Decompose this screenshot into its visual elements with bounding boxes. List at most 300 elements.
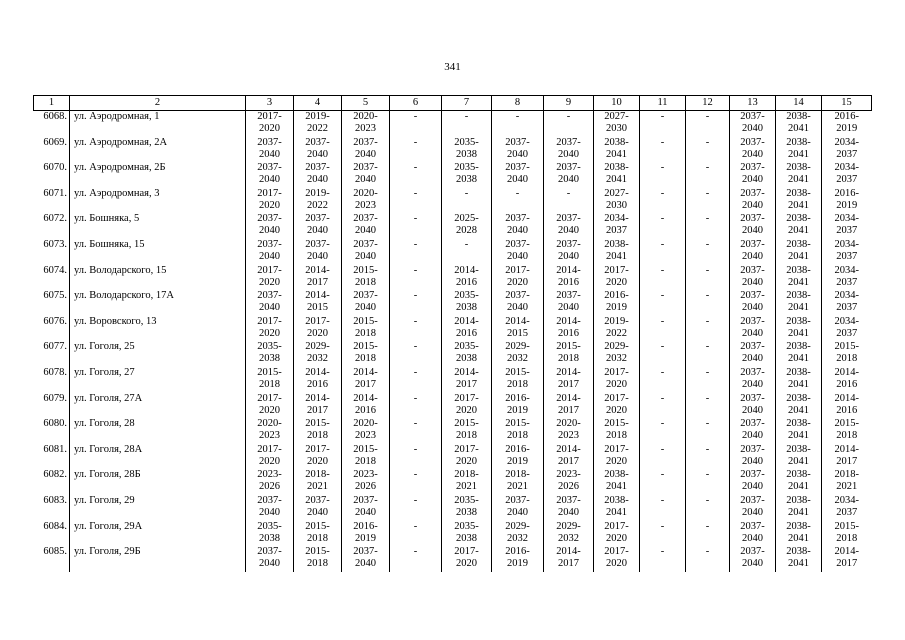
table-row xyxy=(34,341,872,367)
cell-col-15: 2034- 2037 xyxy=(822,265,872,291)
cell-col-7: 2025- 2028 xyxy=(442,213,492,239)
cell-col-15: 2034- 2037 xyxy=(822,495,872,521)
cell-col-14: 2038- 2041 xyxy=(776,316,822,342)
cell-col-3: 2037- 2040 xyxy=(246,213,294,239)
table-body xyxy=(34,111,872,572)
table-row xyxy=(34,444,872,470)
cell-col-8: 2016- 2019 xyxy=(492,546,544,572)
header-cell-11: 11 xyxy=(640,96,686,111)
cell-col-9: - xyxy=(544,188,594,214)
cell-col-5: 2015- 2018 xyxy=(342,341,390,367)
cell-col-8: 2015- 2018 xyxy=(492,367,544,393)
cell-col-11: - xyxy=(640,239,686,265)
table-row xyxy=(34,213,872,239)
cell-col-8: 2017- 2020 xyxy=(492,265,544,291)
cell-col-12: - xyxy=(686,521,730,547)
cell-col-4: 2037- 2040 xyxy=(294,495,342,521)
header-cell-3: 3 xyxy=(246,96,294,111)
cell-col-7: 2014- 2017 xyxy=(442,367,492,393)
cell-col-14: 2038- 2041 xyxy=(776,265,822,291)
cell-col-6: - xyxy=(390,444,442,470)
row-address: ул. Аэродромная, 2А xyxy=(70,137,246,163)
cell-col-3: 2017- 2020 xyxy=(246,265,294,291)
cell-col-11: - xyxy=(640,341,686,367)
cell-col-14: 2038- 2041 xyxy=(776,111,822,137)
cell-col-9: 2014- 2016 xyxy=(544,316,594,342)
cell-col-7: 2018- 2021 xyxy=(442,469,492,495)
header-cell-9: 9 xyxy=(544,96,594,111)
cell-col-11: - xyxy=(640,290,686,316)
cell-col-6: - xyxy=(390,316,442,342)
cell-col-9: 2037- 2040 xyxy=(544,213,594,239)
cell-col-7: 2035- 2038 xyxy=(442,495,492,521)
row-number: 6078. xyxy=(43,366,67,378)
cell-col-3: 2037- 2040 xyxy=(246,495,294,521)
cell-col-4: 2037- 2040 xyxy=(294,137,342,163)
cell-col-12: - xyxy=(686,418,730,444)
cell-col-13: 2037- 2040 xyxy=(730,495,776,521)
cell-col-7: - xyxy=(442,239,492,265)
cell-col-9: 2014- 2017 xyxy=(544,546,594,572)
cell-col-4: 2015- 2018 xyxy=(294,521,342,547)
cell-col-12: - xyxy=(686,469,730,495)
header-row xyxy=(34,96,872,111)
cell-col-7: 2035- 2038 xyxy=(442,341,492,367)
cell-col-12: - xyxy=(686,367,730,393)
cell-col-11: - xyxy=(640,469,686,495)
cell-col-7: 2017- 2020 xyxy=(442,393,492,419)
cell-col-15: 2015- 2018 xyxy=(822,521,872,547)
cell-col-15: 2014- 2017 xyxy=(822,444,872,470)
cell-col-12: - xyxy=(686,393,730,419)
cell-col-7: 2035- 2038 xyxy=(442,162,492,188)
cell-col-15: 2016- 2019 xyxy=(822,111,872,137)
cell-col-11: - xyxy=(640,393,686,419)
cell-col-11: - xyxy=(640,111,686,137)
cell-col-15: 2034- 2037 xyxy=(822,213,872,239)
cell-col-12: - xyxy=(686,341,730,367)
cell-col-6: - xyxy=(390,265,442,291)
cell-col-11: - xyxy=(640,188,686,214)
cell-col-9: 2023- 2026 xyxy=(544,469,594,495)
cell-col-10: 2017- 2020 xyxy=(594,367,640,393)
table-row xyxy=(34,469,872,495)
cell-col-6: - xyxy=(390,367,442,393)
cell-col-15: 2034- 2037 xyxy=(822,239,872,265)
row-address: ул. Гоголя, 29А xyxy=(70,521,246,547)
cell-col-9: 2015- 2018 xyxy=(544,341,594,367)
header-cell-8: 8 xyxy=(492,96,544,111)
cell-col-11: - xyxy=(640,316,686,342)
header-cell-12: 12 xyxy=(686,96,730,111)
cell-col-7: - xyxy=(442,188,492,214)
table-row xyxy=(34,367,872,393)
cell-col-10: 2038- 2041 xyxy=(594,162,640,188)
row-address: ул. Гоголя, 28А xyxy=(70,444,246,470)
cell-col-10: 2038- 2041 xyxy=(594,239,640,265)
row-number: 6077. xyxy=(43,341,67,353)
cell-col-5: 2020- 2023 xyxy=(342,111,390,137)
table-row xyxy=(34,290,872,316)
header-cell-13: 13 xyxy=(730,96,776,111)
row-number: 6079. xyxy=(43,392,67,404)
row-address: ул. Аэродромная, 2Б xyxy=(70,162,246,188)
table-row xyxy=(34,265,872,291)
cell-col-12: - xyxy=(686,137,730,163)
cell-col-14: 2038- 2041 xyxy=(776,521,822,547)
cell-col-13: 2037- 2040 xyxy=(730,290,776,316)
cell-col-5: 2016- 2019 xyxy=(342,521,390,547)
cell-col-3: 2035- 2038 xyxy=(246,521,294,547)
header-cell-14: 14 xyxy=(776,96,822,111)
cell-col-10: 2038- 2041 xyxy=(594,495,640,521)
cell-col-15: 2014- 2016 xyxy=(822,367,872,393)
cell-col-13: 2037- 2040 xyxy=(730,444,776,470)
table-row xyxy=(34,521,872,547)
cell-col-3: 2017- 2020 xyxy=(246,316,294,342)
cell-col-13: 2037- 2040 xyxy=(730,418,776,444)
cell-col-8: 2018- 2021 xyxy=(492,469,544,495)
row-number: 6076. xyxy=(43,315,67,327)
cell-col-13: 2037- 2040 xyxy=(730,546,776,572)
cell-col-7: - xyxy=(442,111,492,137)
cell-col-15: 2014- 2016 xyxy=(822,393,872,419)
cell-col-13: 2037- 2040 xyxy=(730,188,776,214)
cell-col-14: 2038- 2041 xyxy=(776,495,822,521)
cell-col-14: 2038- 2041 xyxy=(776,188,822,214)
cell-col-4: 2019- 2022 xyxy=(294,111,342,137)
header-cell-6: 6 xyxy=(390,96,442,111)
header-cell-7: 7 xyxy=(442,96,492,111)
cell-col-14: 2038- 2041 xyxy=(776,546,822,572)
cell-col-13: 2037- 2040 xyxy=(730,521,776,547)
cell-col-10: 2017- 2020 xyxy=(594,521,640,547)
cell-col-11: - xyxy=(640,521,686,547)
cell-col-13: 2037- 2040 xyxy=(730,265,776,291)
cell-col-3: 2017- 2020 xyxy=(246,393,294,419)
cell-col-11: - xyxy=(640,213,686,239)
cell-col-3: 2037- 2040 xyxy=(246,162,294,188)
cell-col-10: 2017- 2020 xyxy=(594,546,640,572)
cell-col-12: - xyxy=(686,495,730,521)
cell-col-13: 2037- 2040 xyxy=(730,316,776,342)
cell-col-4: 2037- 2040 xyxy=(294,162,342,188)
cell-col-7: 2014- 2016 xyxy=(442,265,492,291)
cell-col-10: 2029- 2032 xyxy=(594,341,640,367)
cell-col-12: - xyxy=(686,444,730,470)
cell-col-13: 2037- 2040 xyxy=(730,239,776,265)
cell-col-12: - xyxy=(686,546,730,572)
cell-col-13: 2037- 2040 xyxy=(730,341,776,367)
cell-col-15: 2034- 2037 xyxy=(822,137,872,163)
cell-col-11: - xyxy=(640,495,686,521)
header-cell-1: 1 xyxy=(34,96,70,111)
cell-col-5: 2037- 2040 xyxy=(342,546,390,572)
row-address: ул. Аэродромная, 3 xyxy=(70,188,246,214)
cell-col-15: 2015- 2018 xyxy=(822,341,872,367)
cell-col-5: 2037- 2040 xyxy=(342,162,390,188)
header-cell-4: 4 xyxy=(294,96,342,111)
cell-col-10: 2017- 2020 xyxy=(594,393,640,419)
row-address: ул. Бошняка, 15 xyxy=(70,239,246,265)
row-address: ул. Володарского, 17А xyxy=(70,290,246,316)
cell-col-13: 2037- 2040 xyxy=(730,367,776,393)
cell-col-6: - xyxy=(390,469,442,495)
row-address: ул. Воровского, 13 xyxy=(70,316,246,342)
cell-col-12: - xyxy=(686,213,730,239)
header-cell-10: 10 xyxy=(594,96,640,111)
table-row xyxy=(34,111,872,137)
row-number: 6081. xyxy=(43,443,67,455)
cell-col-11: - xyxy=(640,265,686,291)
cell-col-4: 2017- 2020 xyxy=(294,316,342,342)
cell-col-7: 2035- 2038 xyxy=(442,290,492,316)
data-table xyxy=(33,95,872,572)
cell-col-4: 2018- 2021 xyxy=(294,469,342,495)
cell-col-10: 2015- 2018 xyxy=(594,418,640,444)
row-number: 6075. xyxy=(43,290,67,302)
cell-col-3: 2037- 2040 xyxy=(246,239,294,265)
cell-col-8: - xyxy=(492,111,544,137)
row-number: 6082. xyxy=(43,469,67,481)
cell-col-8: 2037- 2040 xyxy=(492,290,544,316)
cell-col-10: 2027- 2030 xyxy=(594,111,640,137)
row-address: ул. Аэродромная, 1 xyxy=(70,111,246,137)
cell-col-5: 2037- 2040 xyxy=(342,137,390,163)
cell-col-10: 2038- 2041 xyxy=(594,137,640,163)
cell-col-10: 2017- 2020 xyxy=(594,265,640,291)
cell-col-4: 2037- 2040 xyxy=(294,239,342,265)
cell-col-9: 2037- 2040 xyxy=(544,290,594,316)
cell-col-4: 2014- 2017 xyxy=(294,265,342,291)
table-row xyxy=(34,162,872,188)
cell-col-11: - xyxy=(640,162,686,188)
row-address: ул. Бошняка, 5 xyxy=(70,213,246,239)
cell-col-4: 2029- 2032 xyxy=(294,341,342,367)
cell-col-15: 2015- 2018 xyxy=(822,418,872,444)
cell-col-3: 2035- 2038 xyxy=(246,341,294,367)
table-row xyxy=(34,418,872,444)
cell-col-11: - xyxy=(640,367,686,393)
row-number: 6074. xyxy=(43,264,67,276)
cell-col-12: - xyxy=(686,162,730,188)
cell-col-12: - xyxy=(686,111,730,137)
row-address: ул. Володарского, 15 xyxy=(70,265,246,291)
cell-col-14: 2038- 2041 xyxy=(776,393,822,419)
cell-col-12: - xyxy=(686,188,730,214)
cell-col-14: 2038- 2041 xyxy=(776,137,822,163)
cell-col-10: 2034- 2037 xyxy=(594,213,640,239)
cell-col-11: - xyxy=(640,418,686,444)
row-number: 6083. xyxy=(43,494,67,506)
table-row xyxy=(34,546,872,572)
cell-col-5: 2023- 2026 xyxy=(342,469,390,495)
cell-col-15: 2034- 2037 xyxy=(822,162,872,188)
cell-col-3: 2017- 2020 xyxy=(246,188,294,214)
cell-col-14: 2038- 2041 xyxy=(776,418,822,444)
cell-col-6: - xyxy=(390,521,442,547)
cell-col-4: 2014- 2016 xyxy=(294,367,342,393)
cell-col-10: 2027- 2030 xyxy=(594,188,640,214)
cell-col-3: 2023- 2026 xyxy=(246,469,294,495)
cell-col-7: 2035- 2038 xyxy=(442,137,492,163)
table-row xyxy=(34,188,872,214)
header-cell-15: 15 xyxy=(822,96,872,111)
cell-col-12: - xyxy=(686,290,730,316)
cell-col-9: 2037- 2040 xyxy=(544,239,594,265)
cell-col-3: 2015- 2018 xyxy=(246,367,294,393)
cell-col-6: - xyxy=(390,239,442,265)
cell-col-9: 2020- 2023 xyxy=(544,418,594,444)
cell-col-11: - xyxy=(640,137,686,163)
table-header xyxy=(34,96,872,111)
cell-col-5: 2037- 2040 xyxy=(342,495,390,521)
row-number: 6073. xyxy=(43,238,67,250)
cell-col-5: 2015- 2018 xyxy=(342,444,390,470)
row-number: 6071. xyxy=(43,187,67,199)
cell-col-5: 2037- 2040 xyxy=(342,290,390,316)
table-row xyxy=(34,393,872,419)
cell-col-4: 2015- 2018 xyxy=(294,546,342,572)
cell-col-6: - xyxy=(390,111,442,137)
cell-col-3: 2037- 2040 xyxy=(246,290,294,316)
cell-col-8: 2016- 2019 xyxy=(492,393,544,419)
cell-col-13: 2037- 2040 xyxy=(730,162,776,188)
cell-col-15: 2034- 2037 xyxy=(822,316,872,342)
cell-col-3: 2020- 2023 xyxy=(246,418,294,444)
cell-col-8: 2014- 2015 xyxy=(492,316,544,342)
cell-col-5: 2020- 2023 xyxy=(342,418,390,444)
cell-col-5: 2015- 2018 xyxy=(342,265,390,291)
row-number: 6069. xyxy=(43,136,67,148)
cell-col-9: 2037- 2040 xyxy=(544,162,594,188)
cell-col-11: - xyxy=(640,444,686,470)
cell-col-13: 2037- 2040 xyxy=(730,469,776,495)
cell-col-6: - xyxy=(390,393,442,419)
cell-col-14: 2038- 2041 xyxy=(776,162,822,188)
cell-col-8: 2037- 2040 xyxy=(492,239,544,265)
cell-col-7: 2014- 2016 xyxy=(442,316,492,342)
cell-col-13: 2037- 2040 xyxy=(730,213,776,239)
row-number: 6080. xyxy=(43,418,67,430)
cell-col-3: 2037- 2040 xyxy=(246,137,294,163)
cell-col-8: 2037- 2040 xyxy=(492,213,544,239)
row-number: 6085. xyxy=(43,546,67,558)
cell-col-10: 2016- 2019 xyxy=(594,290,640,316)
cell-col-14: 2038- 2041 xyxy=(776,213,822,239)
cell-col-9: 2037- 2040 xyxy=(544,137,594,163)
cell-col-6: - xyxy=(390,290,442,316)
cell-col-7: 2017- 2020 xyxy=(442,444,492,470)
cell-col-3: 2037- 2040 xyxy=(246,546,294,572)
cell-col-8: 2029- 2032 xyxy=(492,521,544,547)
cell-col-10: 2038- 2041 xyxy=(594,469,640,495)
cell-col-15: 2034- 2037 xyxy=(822,290,872,316)
cell-col-6: - xyxy=(390,137,442,163)
cell-col-13: 2037- 2040 xyxy=(730,137,776,163)
cell-col-5: 2020- 2023 xyxy=(342,188,390,214)
cell-col-9: 2014- 2017 xyxy=(544,393,594,419)
cell-col-4: 2014- 2015 xyxy=(294,290,342,316)
cell-col-5: 2037- 2040 xyxy=(342,213,390,239)
cell-col-13: 2037- 2040 xyxy=(730,393,776,419)
cell-col-6: - xyxy=(390,546,442,572)
cell-col-8: - xyxy=(492,188,544,214)
cell-col-10: 2019- 2022 xyxy=(594,316,640,342)
cell-col-9: 2014- 2017 xyxy=(544,367,594,393)
cell-col-4: 2037- 2040 xyxy=(294,213,342,239)
row-number: 6070. xyxy=(43,162,67,174)
cell-col-8: 2015- 2018 xyxy=(492,418,544,444)
cell-col-7: 2035- 2038 xyxy=(442,521,492,547)
cell-col-5: 2014- 2016 xyxy=(342,393,390,419)
cell-col-15: 2014- 2017 xyxy=(822,546,872,572)
table-row xyxy=(34,316,872,342)
cell-col-5: 2015- 2018 xyxy=(342,316,390,342)
cell-col-14: 2038- 2041 xyxy=(776,469,822,495)
cell-col-12: - xyxy=(686,316,730,342)
cell-col-6: - xyxy=(390,495,442,521)
cell-col-10: 2017- 2020 xyxy=(594,444,640,470)
table-row xyxy=(34,495,872,521)
cell-col-12: - xyxy=(686,265,730,291)
cell-col-6: - xyxy=(390,213,442,239)
cell-col-4: 2015- 2018 xyxy=(294,418,342,444)
table-row xyxy=(34,239,872,265)
row-number: 6068. xyxy=(43,111,67,122)
cell-col-4: 2017- 2020 xyxy=(294,444,342,470)
cell-col-8: 2037- 2040 xyxy=(492,137,544,163)
cell-col-15: 2016- 2019 xyxy=(822,188,872,214)
cell-col-4: 2014- 2017 xyxy=(294,393,342,419)
cell-col-6: - xyxy=(390,188,442,214)
cell-col-5: 2037- 2040 xyxy=(342,239,390,265)
cell-col-15: 2018- 2021 xyxy=(822,469,872,495)
row-address: ул. Гоголя, 27 xyxy=(70,367,246,393)
cell-col-13: 2037- 2040 xyxy=(730,111,776,137)
row-address: ул. Гоголя, 25 xyxy=(70,341,246,367)
table-row xyxy=(34,137,872,163)
row-address: ул. Гоголя, 29Б xyxy=(70,546,246,572)
header-cell-5: 5 xyxy=(342,96,390,111)
cell-col-14: 2038- 2041 xyxy=(776,239,822,265)
cell-col-4: 2019- 2022 xyxy=(294,188,342,214)
cell-col-8: 2037- 2040 xyxy=(492,162,544,188)
cell-col-9: 2014- 2016 xyxy=(544,265,594,291)
cell-col-7: 2015- 2018 xyxy=(442,418,492,444)
cell-col-9: 2037- 2040 xyxy=(544,495,594,521)
cell-col-14: 2038- 2041 xyxy=(776,341,822,367)
cell-col-3: 2017- 2020 xyxy=(246,111,294,137)
cell-col-14: 2038- 2041 xyxy=(776,367,822,393)
cell-col-9: - xyxy=(544,111,594,137)
cell-col-3: 2017- 2020 xyxy=(246,444,294,470)
cell-col-14: 2038- 2041 xyxy=(776,290,822,316)
page-number: 341 xyxy=(444,61,461,73)
cell-col-6: - xyxy=(390,418,442,444)
cell-col-9: 2014- 2017 xyxy=(544,444,594,470)
row-number: 6084. xyxy=(43,520,67,532)
cell-col-11: - xyxy=(640,546,686,572)
row-address: ул. Гоголя, 27А xyxy=(70,393,246,419)
cell-col-8: 2016- 2019 xyxy=(492,444,544,470)
cell-col-8: 2037- 2040 xyxy=(492,495,544,521)
header-cell-2: 2 xyxy=(70,96,246,111)
cell-col-12: - xyxy=(686,239,730,265)
row-address: ул. Гоголя, 29 xyxy=(70,495,246,521)
cell-col-6: - xyxy=(390,162,442,188)
cell-col-6: - xyxy=(390,341,442,367)
